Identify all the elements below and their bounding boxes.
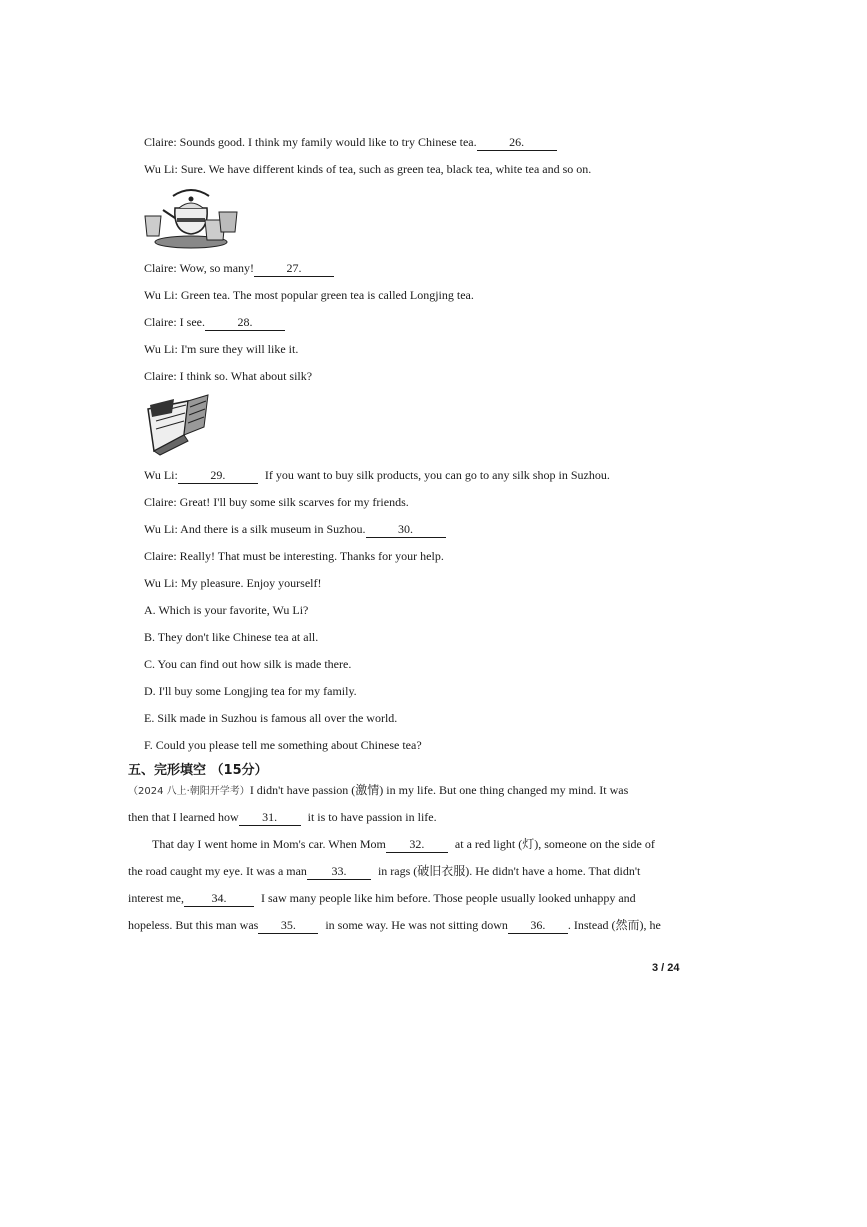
cloze-text: in rags (破旧衣服). He didn't have a home. That didn't — [374, 864, 641, 878]
dialogue-text: Claire: Sounds good. I think my family would like to try Chinese tea. — [144, 135, 477, 149]
dialogue-text: Claire: I think so. What about silk? — [144, 369, 313, 383]
option-e: E. Silk made in Suzhou is famous all over the world. — [144, 711, 398, 725]
option-f: F. Could you please tell me something about Chinese tea? — [144, 738, 422, 752]
cloze-text: I didn't have passion (激情) in my life. But one thing changed my mind. It was — [249, 783, 629, 797]
dialogue-line-27 — [144, 260, 334, 277]
answer-blank-26[interactable]: 26. — [477, 134, 557, 151]
dialogue-line — [144, 287, 474, 303]
answer-blank-35[interactable]: 35. — [258, 917, 318, 934]
answer-blank-36[interactable]: 36. — [508, 917, 568, 934]
dialogue-text: Wu Li: Sure. We have different kinds of tea, such as green tea, black tea, white tea and so on. — [144, 162, 592, 176]
answer-blank-29[interactable]: 29. — [178, 467, 258, 484]
cloze-line-2 — [128, 809, 437, 826]
answer-blank-27[interactable]: 27. — [254, 260, 334, 277]
dialogue-text: Claire: Wow, so many! — [144, 261, 255, 275]
section-title: 五、完形填空 （15分） — [128, 763, 268, 778]
cloze-text: the road caught my eye. It was a man — [128, 864, 307, 878]
answer-blank-31[interactable]: 31. — [239, 809, 301, 826]
answer-blank-30[interactable]: 30. — [366, 521, 446, 538]
option-a: A. Which is your favorite, Wu Li? — [144, 603, 309, 617]
dialogue-text: Wu Li: I'm sure they will like it. — [144, 342, 299, 356]
cloze-text: then that I learned how — [128, 810, 239, 824]
option-c: C. You can find out how silk is made there. — [144, 657, 352, 671]
cloze-line-6 — [128, 917, 661, 934]
dialogue-text: Claire: Really! That must be interesting. Thanks for your help. — [144, 549, 444, 563]
page-number: 3 / 24 — [652, 962, 680, 974]
cloze-line-1 — [128, 782, 628, 800]
answer-blank-34[interactable]: 34. — [184, 890, 254, 907]
dialogue-text: Wu Li: And there is a silk museum in Suzhou. — [144, 522, 366, 536]
cloze-text: interest me, — [128, 891, 184, 905]
cloze-line-4 — [128, 863, 640, 880]
cloze-text: in some way. He was not sitting down — [322, 918, 508, 932]
cloze-text: it is to have passion in life. — [304, 810, 437, 824]
cloze-line-5 — [128, 890, 636, 907]
dialogue-line-26 — [144, 134, 557, 151]
option-d: D. I'll buy some Longjing tea for my family. — [144, 684, 357, 698]
dialogue-line — [144, 548, 444, 564]
teapot-illustration — [143, 186, 239, 250]
answer-blank-33[interactable]: 33. — [307, 863, 371, 880]
dialogue-line — [144, 161, 591, 177]
option-b: B. They don't like Chinese tea at all. — [144, 630, 319, 644]
cloze-line-3 — [152, 836, 655, 853]
cloze-text: at a red light (灯), someone on the side of — [451, 837, 655, 851]
dialogue-line — [144, 494, 409, 510]
dialogue-prefix: Wu Li: — [144, 468, 178, 482]
dialogue-line — [144, 368, 312, 384]
dialogue-line — [144, 575, 321, 591]
dialogue-line-29 — [144, 467, 610, 484]
dialogue-text: Claire: Great! I'll buy some silk scarves for my friends. — [144, 495, 409, 509]
answer-blank-32[interactable]: 32. — [386, 836, 448, 853]
cloze-text: . Instead (然而), he — [567, 918, 661, 932]
silk-illustration — [144, 391, 212, 457]
cloze-text: hopeless. But this man was — [128, 918, 259, 932]
dialogue-line — [144, 341, 298, 357]
dialogue-text: Wu Li: Green tea. The most popular green tea is called Longjing tea. — [144, 288, 474, 302]
cloze-text: That day I went home in Mom's car. When Mom — [152, 837, 386, 851]
dialogue-line-28 — [144, 314, 285, 331]
dialogue-text: Wu Li: My pleasure. Enjoy yourself! — [144, 576, 322, 590]
answer-blank-28[interactable]: 28. — [205, 314, 285, 331]
dialogue-text: If you want to buy silk products, you can go to any silk shop in Suzhou. — [261, 468, 610, 482]
dialogue-text: Claire: I see. — [144, 315, 205, 329]
question-source: （2024 八上·朝阳开学考） — [128, 786, 250, 797]
cloze-text: I saw many people like him before. Those people usually looked unhappy and — [257, 891, 636, 905]
dialogue-line-30 — [144, 521, 446, 538]
